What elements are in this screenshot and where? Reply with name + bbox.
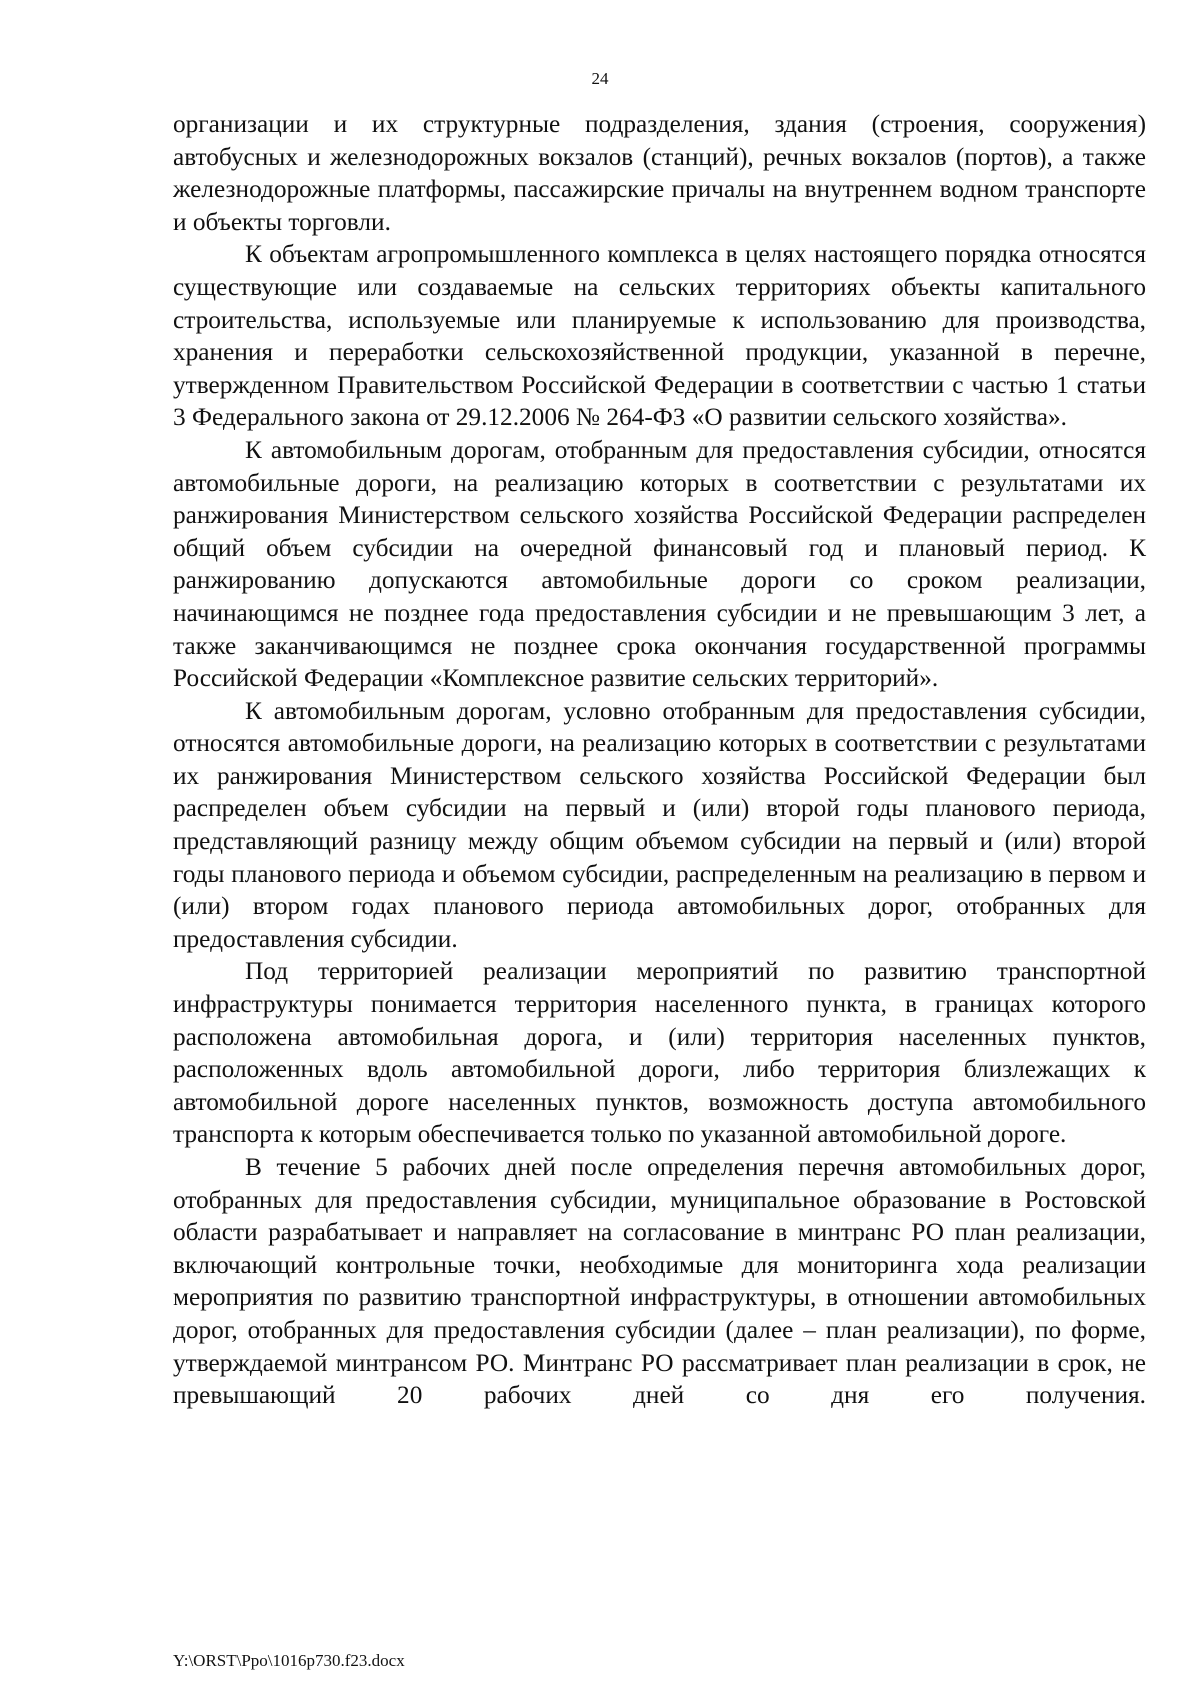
paragraph-1: организации и их структурные подразделения, здания (строения, сооружения) автобусных и железнодорожных вокзалов (станций), речных вокзалов (портов), а также железнодорожные платформы, пассажирские причалы на внутреннем водном транспорте и объекты торговли. bbox=[173, 110, 1146, 236]
paragraph-5: Под территорией реализации мероприятий по развитию транспортной инфраструктуры понимается территория населенного пункта, в границах которого расположена автомобильная дорога, и (или) территория населенных пунктов, расположенных вдоль автомобильной дороги, либо территория близлежащих к автомобильной дороге населенных пунктов, возможность доступа автомобильного транспорта к которым обеспечивается только по указанной автомобильной дороге. bbox=[173, 957, 1146, 1149]
paragraph-2: К объектам агропромышленного комплекса в целях настоящего порядка относятся существующие или создаваемые на сельских территориях объекты капитального строительства, используемые или планируемые к использованию для производства, хранения и переработки сельскохозяйственной продукции, указанной в перечне, утвержденном Правительством Российской Федерации в соответствии с частью 1 статьи 3 Федерального закона от 29.12.2006 № 264-ФЗ «О развитии сельского хозяйства». bbox=[173, 240, 1146, 432]
paragraph-6: В течение 5 рабочих дней после определения перечня автомобильных дорог, отобранных для предоставления субсидии, муниципальное образование в Ростовской области разрабатывает и направляет на согласование в минтранс РО план реализации, включающий контрольные точки, необходимые для мониторинга хода реализации мероприятия по развитию транспортной инфраструктуры, в отношении автомобильных дорог, отобранных для предоставления субсидии (далее – план реализации), по форме, утверждаемой минтрансом РО. Минтранс РО рассматривает план реализации в срок, не превышающий 20 рабочих дней со дня его получения. bbox=[173, 1153, 1146, 1410]
page-number: 24 bbox=[591, 69, 609, 88]
paragraph-3: К автомобильным дорогам, отобранным для предоставления субсидии, относятся автомобильные дороги, на реализацию которых в соответствии с результатами их ранжирования Министерством сельского хозяйства Российской Федерации распределен общий объем субсидии на очередной финансовый год и плановый период. К ранжированию допускаются автомобильные дороги со сроком реализации, начинающимся не позднее года предоставления субсидии и не превышающим 3 лет, а также заканчивающимся не позднее срока окончания государственной программы Российской Федерации «Комплексное развитие сельских территорий». bbox=[173, 435, 1146, 693]
document-body bbox=[173, 108, 1146, 1412]
footer-file-path: Y:\ORST\Ppo\1016p730.f23.docx bbox=[173, 1651, 405, 1670]
paragraph-4: К автомобильным дорогам, условно отобранным для предоставления субсидии, относятся автомобильные дороги, на реализацию которых в соответствии с результатами их ранжирования Министерством сельского хозяйства Российской Федерации был распределен объем субсидии на первый и (или) второй годы планового периода, представляющий разницу между общим объемом субсидии на первый и (или) второй годы планового периода и объемом субсидии, распределенным на реализацию в первом и (или) втором годах планового периода автомобильных дорог, отобранных для предоставления субсидии. bbox=[173, 696, 1146, 953]
